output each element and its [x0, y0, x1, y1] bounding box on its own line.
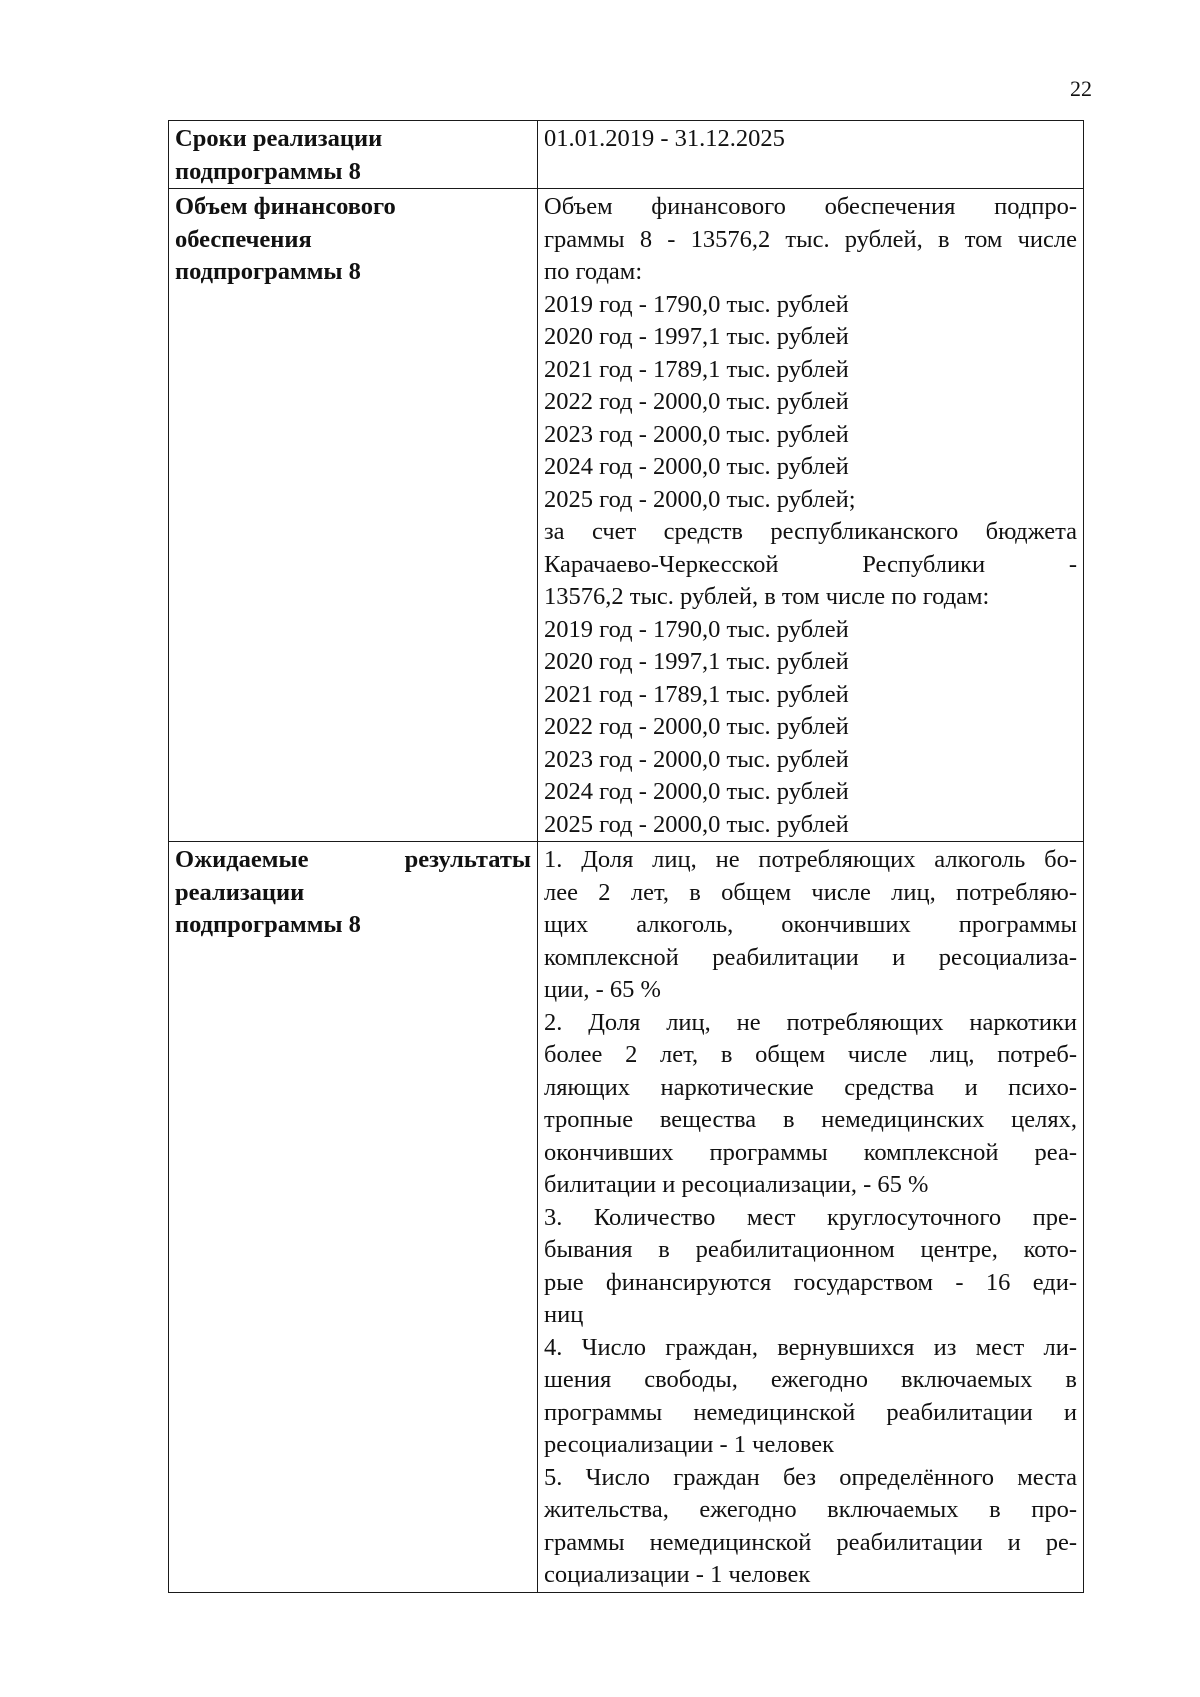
value-line: шения свободы, ежегодно включаемых в [544, 1366, 1077, 1393]
value-line: щих алкоголь, окончивших программы [544, 911, 1077, 938]
value-line: комплексной реабилитации и ресоциализа- [544, 943, 1077, 971]
value-line: Карачаево-Черкесской Республики - [544, 550, 1077, 578]
value-line: бывания в реабилитационном центре, кото- [544, 1236, 1077, 1263]
label-line: обеспечения [175, 225, 312, 253]
label-line: Сроки реализации [175, 125, 383, 152]
value-line: 2025 год - 2000,0 тыс. рублей; [544, 485, 856, 513]
row-label-cell [169, 842, 538, 1593]
row-value-cell [538, 842, 1084, 1593]
funding-volume-row [169, 189, 1084, 842]
value-line: 5. Число граждан без определённого места [544, 1463, 1077, 1491]
implementation-period-row [169, 121, 1084, 189]
value-line: граммы немедицинской реабилитации и ре- [544, 1528, 1077, 1556]
value-line: ресоциализации - 1 человек [544, 1431, 835, 1458]
label-line: подпрограммы 8 [175, 911, 361, 938]
value-line: лее 2 лет, в общем числе лиц, потребляю- [544, 878, 1077, 906]
page-number: 22 [1070, 76, 1092, 101]
value-line: 2020 год - 1997,1 тыс. рублей [544, 648, 849, 675]
value-line: рые финансируются государством - 16 еди- [544, 1268, 1077, 1296]
value-line: социализации - 1 человек [544, 1561, 811, 1588]
value-line: тропные вещества в немедицинских целях, [544, 1106, 1077, 1133]
expected-results-row [169, 842, 1084, 1593]
row-value-cell [538, 121, 1084, 189]
value-line: по годам: [544, 258, 643, 285]
value-line: 2019 год - 1790,0 тыс. рублей [544, 290, 849, 318]
value-line: более 2 лет, в общем числе лиц, потреб- [544, 1041, 1077, 1068]
value-line: программы немедицинской реабилитации и [544, 1398, 1077, 1426]
label-line: подпрограммы 8 [175, 258, 361, 285]
value-line: за счет средств республиканского бюджета [544, 518, 1077, 545]
value-line: 3. Количество мест круглосуточного пре- [544, 1203, 1077, 1231]
value-line: окончивших программы комплексной реа- [544, 1138, 1077, 1166]
value-line: 01.01.2019 - 31.12.2025 [544, 125, 785, 152]
label-line: Ожидаемые результаты [175, 846, 531, 873]
subprogram-passport-table [168, 120, 1084, 1593]
value-line: 2020 год - 1997,1 тыс. рублей [544, 323, 849, 350]
value-line: 4. Число граждан, вернувшихся из мест ли- [544, 1333, 1077, 1361]
value-line: граммы 8 - 13576,2 тыс. рублей, в том числе [544, 225, 1077, 253]
value-line: 2022 год - 2000,0 тыс. рублей [544, 388, 849, 415]
value-line: 2022 год - 2000,0 тыс. рублей [544, 713, 849, 740]
label-line: Объем финансового [175, 193, 396, 220]
value-line: 2019 год - 1790,0 тыс. рублей [544, 615, 849, 643]
row-label-cell [169, 189, 538, 842]
value-line: 2024 год - 2000,0 тыс. рублей [544, 453, 849, 480]
row-label-cell [169, 121, 538, 189]
row-value-cell [538, 189, 1084, 842]
value-line: ниц [544, 1301, 584, 1328]
label-line: реализации [175, 878, 305, 906]
value-line: ляющих наркотические средства и психо- [544, 1073, 1077, 1101]
label-line: подпрограммы 8 [175, 157, 361, 185]
table-body [169, 121, 1084, 1593]
value-line: ции, - 65 % [544, 976, 661, 1003]
value-line: 2023 год - 2000,0 тыс. рублей [544, 745, 849, 773]
value-line: 2023 год - 2000,0 тыс. рублей [544, 420, 849, 448]
value-line: 2021 год - 1789,1 тыс. рублей [544, 355, 849, 383]
value-line: билитации и ресоциализации, - 65 % [544, 1171, 929, 1198]
value-line: 2024 год - 2000,0 тыс. рублей [544, 778, 849, 805]
value-line: Объем финансового обеспечения подпро- [544, 193, 1077, 220]
value-line: 2025 год - 2000,0 тыс. рублей [544, 810, 849, 838]
value-line: 1. Доля лиц, не потребляющих алкоголь бо- [544, 846, 1077, 873]
value-line: 13576,2 тыс. рублей, в том числе по годам: [544, 583, 990, 610]
value-line: 2. Доля лиц, не потребляющих наркотики [544, 1008, 1077, 1036]
value-line: 2021 год - 1789,1 тыс. рублей [544, 680, 849, 708]
value-line: жительства, ежегодно включаемых в про- [544, 1496, 1077, 1523]
